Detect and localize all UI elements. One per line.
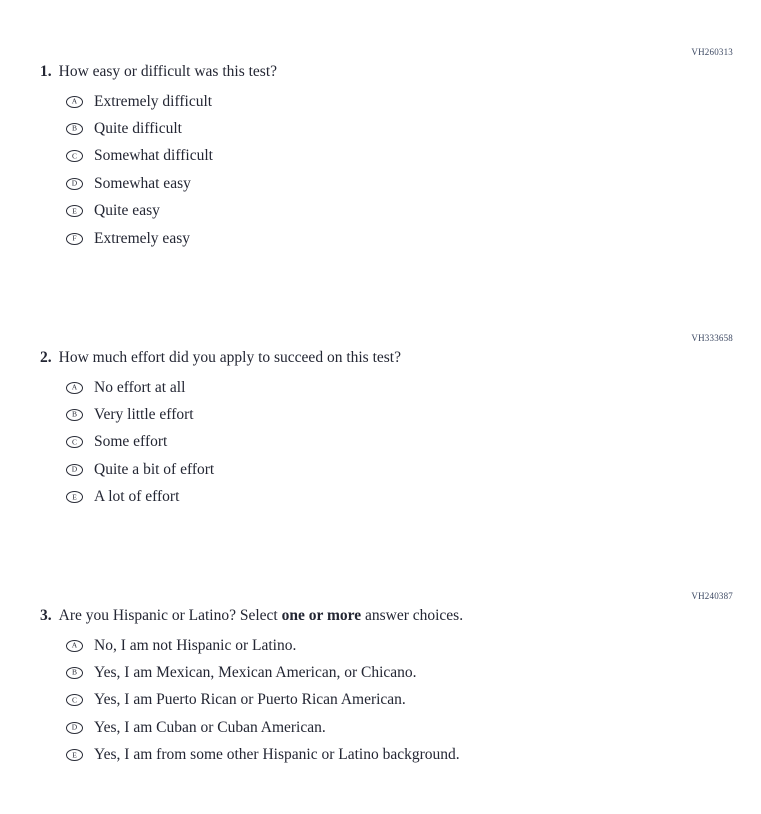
answer-option[interactable] xyxy=(66,143,761,170)
bubble-letter: D xyxy=(71,464,78,474)
answer-bubble-icon[interactable] xyxy=(66,694,83,706)
bubble-letter: B xyxy=(71,667,77,677)
question-text: How much effort did you apply to succeed on this test? xyxy=(58,349,401,366)
option-label: Extremely difficult xyxy=(94,92,213,110)
answer-bubble-icon[interactable] xyxy=(66,640,83,652)
option-label: Some effort xyxy=(94,433,168,451)
answer-option[interactable] xyxy=(66,374,761,401)
option-label: Extremely easy xyxy=(94,229,190,247)
bubble-letter: E xyxy=(72,750,77,759)
question-2-line xyxy=(0,348,761,368)
option-label: Quite easy xyxy=(94,202,160,220)
question-text: How easy or difficult was this test? xyxy=(58,63,278,80)
bubble-letter: D xyxy=(71,178,78,188)
answer-option[interactable] xyxy=(66,484,761,511)
option-label: Somewhat difficult xyxy=(94,147,213,165)
question-1-line xyxy=(0,62,761,82)
answer-bubble-icon[interactable] xyxy=(66,123,83,135)
answer-option[interactable] xyxy=(66,714,761,741)
bubble-letter: C xyxy=(71,437,77,447)
option-label: A lot of effort xyxy=(94,488,180,506)
question-text-bold: one or more xyxy=(281,607,362,624)
answer-bubble-icon[interactable] xyxy=(66,96,83,108)
question-text xyxy=(59,607,463,624)
bubble-letter: F xyxy=(72,233,77,243)
bubble-letter: B xyxy=(71,123,77,133)
bubble-letter: A xyxy=(71,382,78,392)
answer-bubble-icon[interactable] xyxy=(66,382,83,394)
bubble-letter: B xyxy=(71,409,77,419)
question-block-2 xyxy=(0,333,761,511)
answer-option[interactable] xyxy=(66,659,761,686)
option-label: Yes, I am from some other Hispanic or Latino background. xyxy=(94,746,460,764)
answer-bubble-icon[interactable] xyxy=(66,233,83,245)
bubble-letter: C xyxy=(71,695,77,705)
question-number: 1. xyxy=(40,63,52,80)
answer-option[interactable] xyxy=(66,632,761,659)
option-label: Quite difficult xyxy=(94,120,182,138)
bubble-letter: A xyxy=(71,96,78,106)
question-3-options xyxy=(0,632,761,769)
option-label: Yes, I am Puerto Rican or Puerto Rican American. xyxy=(94,691,406,709)
question-number: 2. xyxy=(40,349,52,366)
question-2-options xyxy=(0,374,761,511)
option-label: No effort at all xyxy=(94,378,186,396)
question-3-line xyxy=(0,606,761,626)
question-text-post: answer choices. xyxy=(361,607,464,624)
option-label: No, I am not Hispanic or Latino. xyxy=(94,636,297,654)
bubble-letter: C xyxy=(71,151,77,161)
answer-option[interactable] xyxy=(66,115,761,142)
answer-option[interactable] xyxy=(66,429,761,456)
answer-bubble-icon[interactable] xyxy=(66,178,83,190)
answer-option[interactable] xyxy=(66,742,761,769)
answer-bubble-icon[interactable] xyxy=(66,722,83,734)
answer-bubble-icon[interactable] xyxy=(66,749,83,761)
question-text-pre: Are you Hispanic or Latino? Select xyxy=(58,607,282,624)
question-number: 3. xyxy=(40,607,52,624)
option-label: Very little effort xyxy=(94,406,194,424)
answer-bubble-icon[interactable] xyxy=(66,150,83,162)
bubble-letter: A xyxy=(71,640,78,650)
question-code: VH333658 xyxy=(691,333,733,343)
bubble-letter: E xyxy=(72,206,77,215)
answer-bubble-icon[interactable] xyxy=(66,205,83,217)
option-label: Yes, I am Cuban or Cuban American. xyxy=(94,718,326,736)
answer-option[interactable] xyxy=(66,225,761,252)
answer-option[interactable] xyxy=(66,456,761,483)
answer-bubble-icon[interactable] xyxy=(66,491,83,503)
answer-option[interactable] xyxy=(66,88,761,115)
option-label: Somewhat easy xyxy=(94,174,191,192)
answer-option[interactable] xyxy=(66,198,761,225)
option-label: Yes, I am Mexican, Mexican American, or Chicano. xyxy=(94,664,417,682)
answer-bubble-icon[interactable] xyxy=(66,464,83,476)
question-code: VH240387 xyxy=(691,591,733,601)
answer-bubble-icon[interactable] xyxy=(66,409,83,421)
bubble-letter: D xyxy=(71,722,78,732)
answer-option[interactable] xyxy=(66,401,761,428)
bubble-letter: E xyxy=(72,492,77,501)
question-block-1 xyxy=(0,47,761,252)
question-code: VH260313 xyxy=(691,47,733,57)
answer-option[interactable] xyxy=(66,687,761,714)
answer-bubble-icon[interactable] xyxy=(66,667,83,679)
question-block-3 xyxy=(0,591,761,769)
answer-bubble-icon[interactable] xyxy=(66,436,83,448)
answer-option[interactable] xyxy=(66,170,761,197)
option-label: Quite a bit of effort xyxy=(94,460,215,478)
question-1-options xyxy=(0,88,761,252)
